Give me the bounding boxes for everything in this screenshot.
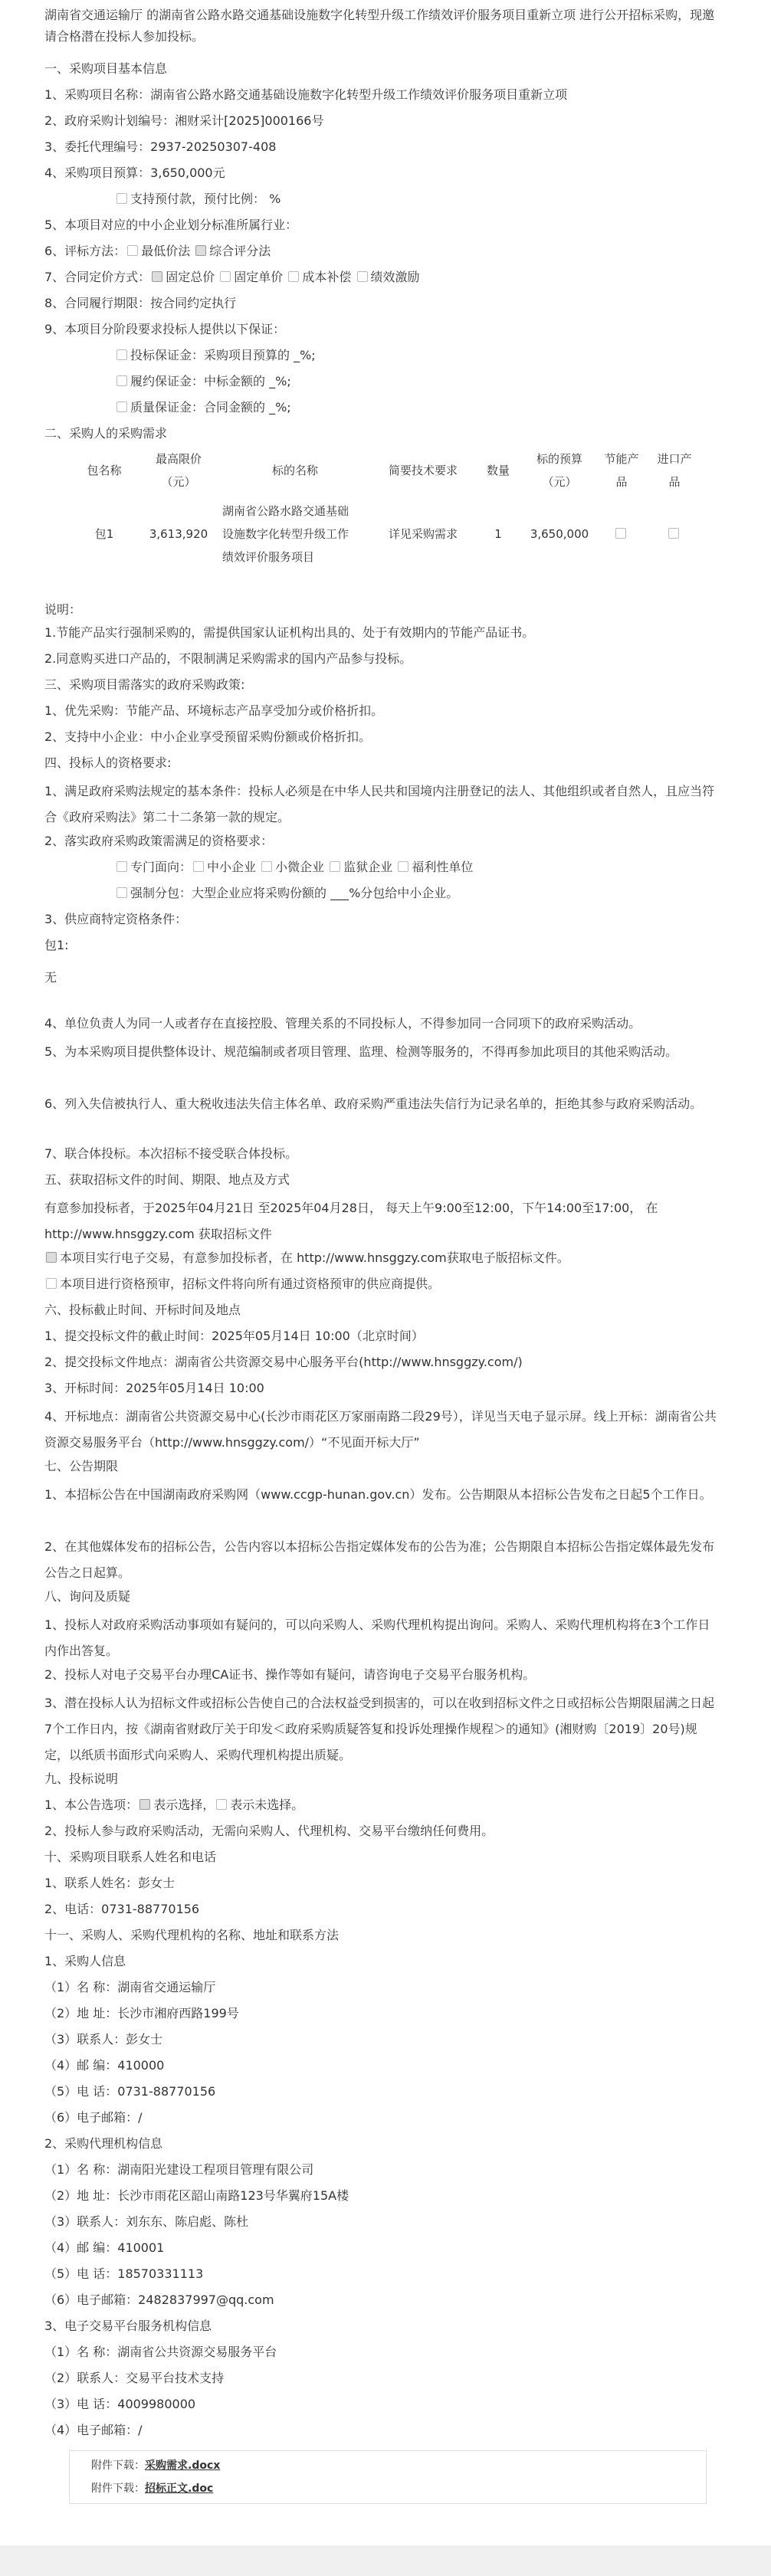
- purchaser-postcode: （4）邮 编：410000: [44, 2058, 165, 2073]
- checkbox-icon: [261, 861, 272, 872]
- checkbox-icon: [288, 271, 299, 282]
- col-max-price: 最高限价 （元）: [155, 452, 202, 489]
- attachment-link-tender[interactable]: 招标正文.doc: [145, 2483, 214, 2495]
- deadline: 1、提交投标文件的截止时间：2025年05月14日 10:00（北京时间）: [44, 1329, 424, 1343]
- attachment-row: 附件下载：招标正文.doc: [91, 2483, 214, 2495]
- section-1-heading: 一、采购项目基本信息: [44, 61, 168, 76]
- section-6-heading: 六、投标截止时间、开标时间及地点: [44, 1303, 241, 1317]
- agency-phone: （5）电 话：18570331113: [44, 2266, 204, 2281]
- notice-period-2: 2、在其他媒体发布的招标公告，公告内容以本招标公告指定媒体发布的公告为准；公告期限自本招标公告指定媒体最先发布公告之日起算。: [44, 1539, 715, 1580]
- checkbox-checked-icon: [152, 271, 162, 282]
- platform-contact: （2）联系人：交易平台技术支持: [44, 2371, 225, 2385]
- platform-phone: （3）电 话：4009980000: [44, 2397, 196, 2411]
- checkbox-icon: [668, 528, 679, 539]
- footer-bar: [0, 2545, 771, 2576]
- plan-number: 2、政府采购计划编号：湘财采计[2025]000166号: [44, 113, 324, 128]
- checkbox-icon: [116, 193, 127, 204]
- guarantee-heading: 9、本项目分阶段要求投标人提供以下保证：: [44, 322, 286, 336]
- project-name: 1、采购项目名称：湖南省公路水路交通基础设施数字化转型升级工作绩效评价服务项目重新立项: [44, 87, 568, 102]
- prequalification: 本项目进行资格预审，招标文件将向所有通过资格预审的供应商提供。: [44, 1273, 719, 1295]
- policy-2: 2、支持中小企业：中小企业享受预留采购份额或价格折扣。: [44, 729, 372, 744]
- qualification-4: 4、单位负责人为同一人或者存在直接控股、管理关系的不同投标人，不得参加同一合同项下的政府采购活动。: [44, 1016, 641, 1031]
- note-1: 1.节能产品实行强制采购的，需提供国家认证机构出具的、处于有效期内的节能产品证书。: [44, 625, 535, 640]
- note-heading: 说明：: [44, 602, 82, 617]
- package-requirement: 无: [44, 970, 57, 985]
- purchaser-phone: （5）电 话：0731-88770156: [44, 2084, 216, 2099]
- attachment-link-requirements[interactable]: 采购需求.docx: [145, 2460, 221, 2472]
- checkbox-icon: [116, 375, 127, 386]
- contact-phone: 2、电话：0731-88770156: [44, 1902, 200, 1916]
- attachments-box: [69, 2450, 707, 2504]
- agency-name: （1）名 称：湖南阳光建设工程项目管理有限公司: [44, 2162, 314, 2177]
- purchaser-address: （2）地 址：长沙市湘府西路199号: [44, 2006, 239, 2020]
- attachment-row: 附件下载：采购需求.docx: [91, 2460, 221, 2472]
- col-package: 包名称: [87, 464, 122, 477]
- qualification-6: 6、列入失信被执行人、重大税收违法失信主体名单、政府采购严重违法失信行为记录名单的，拒绝其参与政府采购活动。: [44, 1096, 703, 1111]
- checkbox-icon: [193, 861, 204, 872]
- checkbox-icon: [220, 271, 231, 282]
- inquiry-3: 3、潜在投标人认为招标文件或招标公告使自己的合法权益受到损害的，可以在收到招标文件之日或招标公告期限届满之日起7个工作日内，按《湖南省财政厅关于印发＜政府采购质疑答复和投诉处理操作规程＞的通知》(湘财购〔2019〕20号)规定，以纸质书面形式向采购人、采购代理机构提出质疑。: [44, 1696, 715, 1762]
- qualification-7: 7、联合体投标。本次招标不接受联合体投标。: [44, 1146, 298, 1161]
- cell-subject: 湖南省公路水路交通基础 设施数字化转型升级工作 绩效评价服务项目: [222, 504, 349, 564]
- cell-imported: [647, 497, 702, 572]
- cell-quantity: 1: [494, 527, 502, 541]
- option-legend: 1、本公告选项： 表示选择， 表示未选择。: [44, 1798, 304, 1812]
- agency-heading: 2、采购代理机构信息: [44, 2136, 163, 2151]
- table-header-row: [69, 444, 702, 497]
- cell-package: 包1: [94, 527, 114, 541]
- qualification-1: 1、满足政府采购法规定的基本条件：投标人必须是在中华人民共和国境内注册登记的法人、其他组织或者自然人，且应当符合《政府采购法》第二十二条第一款的规定。: [44, 784, 715, 824]
- agency-number: 3、委托代理编号：2937-20250307-408: [44, 139, 277, 154]
- checkbox-icon: [116, 887, 127, 898]
- quality-bond: 质量保证金：合同金额的 _%;: [115, 397, 771, 418]
- checkbox-checked-icon: [195, 245, 206, 256]
- procurement-table: [69, 444, 702, 572]
- checkbox-icon: [216, 1799, 227, 1810]
- cell-requirements: 详见采购需求: [388, 527, 458, 541]
- purchaser-email: （6）电子邮箱：/: [44, 2110, 143, 2125]
- checkbox-icon: [116, 401, 127, 412]
- platform-email: （4）电子邮箱：/: [44, 2423, 143, 2437]
- checkbox-icon: [46, 1278, 57, 1289]
- checkbox-icon: [330, 861, 340, 872]
- section-3-heading: 三、采购项目需落实的政府采购政策:: [44, 677, 245, 692]
- notice-period-1: 1、本招标公告在中国湖南政府采购网（www.ccgp-hunan.gov.cn）发布。公告期限从本招标公告发布之日起5个工作日。: [44, 1487, 712, 1502]
- project-budget: 4、采购项目预算：3,650,000元: [44, 166, 225, 180]
- col-subject: 标的名称: [271, 464, 318, 477]
- checkbox-icon: [116, 349, 127, 360]
- col-requirements: 简要技术要求: [388, 464, 458, 477]
- mandatory-subcontract: 强制分包：大型企业应将采购份额的 ___%分包给中小企业。: [115, 883, 771, 904]
- contact-name: 1、联系人姓名：彭女士: [44, 1876, 176, 1890]
- col-energy-saving: 节能产 品: [604, 452, 639, 489]
- policy-1: 1、优先采购：节能产品、环境标志产品享受加分或价格折扣。: [44, 703, 384, 718]
- section-11-heading: 十一、采购人、采购代理机构的名称、地址和联系方法: [44, 1928, 340, 1942]
- section-10-heading: 十、采购项目联系人姓名和电话: [44, 1850, 217, 1864]
- contract-pricing: 7、合同定价方式： 固定总价 固定单价 成本补偿 绩效激励: [44, 270, 420, 284]
- purchaser-contact: （3）联系人：彭女士: [44, 2032, 163, 2047]
- opening-time: 3、开标时间：2025年05月14日 10:00: [44, 1381, 264, 1395]
- cell-max-price: 3,613,920: [149, 527, 208, 541]
- section-5-heading: 五、获取招标文件的时间、期限、地点及方式: [44, 1172, 290, 1187]
- checkbox-checked-icon: [139, 1799, 150, 1810]
- platform-heading: 3、电子交易平台服务机构信息: [44, 2319, 212, 2333]
- agency-postcode: （4）邮 编：410001: [44, 2240, 165, 2255]
- intro-text: 湖南省交通运输厅 的湖南省公路水路交通基础设施数字化转型升级工作绩效评价服务项目重新立项 进行公开招标采购，现邀请合格潜在投标人参加投标。: [44, 8, 715, 44]
- package-label: 包1:: [44, 938, 69, 952]
- no-fees: 2、投标人参与政府采购活动，无需向采购人、代理机构、交易平台缴纳任何费用。: [44, 1824, 494, 1838]
- qualification-2: 2、落实政府采购政策需满足的资格要求：: [44, 834, 274, 848]
- col-imported: 进口产 品: [657, 452, 692, 489]
- col-quantity: 数量: [486, 464, 510, 477]
- checkbox-icon: [357, 271, 368, 282]
- checkbox-icon: [398, 861, 408, 872]
- prepayment-option: 支持预付款，预付比例： %: [115, 188, 771, 210]
- performance-bond: 履约保证金：中标金额的 _%;: [115, 371, 771, 392]
- obtain-time: 有意参加投标者，于2025年04月21日 至2025年04月28日， 每天上午9:00至12:00，下午14:00至17:00， 在 http://www.hnsggzy.com 获取招标文件: [44, 1201, 658, 1241]
- agency-address: （2）地 址：长沙市雨花区韶山南路123号华翼府15A楼: [44, 2188, 349, 2203]
- electronic-trading: 本项目实行电子交易，有意参加投标者，在 http://www.hnsggzy.com获取电子版招标文件。: [44, 1247, 719, 1269]
- purchaser-heading: 1、采购人信息: [44, 1954, 126, 1968]
- table-row: [69, 497, 702, 572]
- col-budget: 标的预算 （元）: [536, 452, 582, 489]
- section-7-heading: 七、公告期限: [44, 1459, 119, 1473]
- opening-location: 4、开标地点：湖南省公共资源交易中心(长沙市雨花区万家丽南路二段29号），详见当天电子显示屏。线上开标：湖南省公共资源交易服务平台（http://www.hnsggzy.com/）“不见面开标大厅”: [44, 1409, 717, 1450]
- contract-term: 8、合同履行期限：按合同约定执行: [44, 296, 237, 310]
- dedicated-to: 专门面向： 中小企业 小微企业 监狱企业 福利性单位: [115, 857, 771, 878]
- note-2: 2.同意购买进口产品的，不限制满足采购需求的国内产品参与投标。: [44, 651, 412, 666]
- agency-email: （6）电子邮箱：2482837997@qq.com: [44, 2293, 274, 2307]
- section-9-heading: 九、投标说明: [44, 1771, 119, 1786]
- cell-energy-saving: [596, 497, 647, 572]
- evaluation-method: 6、评标方法： 最低价法 综合评分法: [44, 244, 271, 258]
- checkbox-icon: [615, 528, 626, 539]
- purchaser-name: （1）名 称：湖南省交通运输厅: [44, 1980, 216, 1994]
- section-8-heading: 八、询问及质疑: [44, 1589, 131, 1604]
- section-4-heading: 四、投标人的资格要求:: [44, 755, 172, 770]
- inquiry-1: 1、投标人对政府采购活动事项如有疑问的，可以向采购人、采购代理机构提出询问。采购人、采购代理机构将在3个工作日内作出答复。: [44, 1617, 710, 1658]
- sme-industry: 5、本项目对应的中小企业划分标准所属行业：: [44, 218, 298, 232]
- platform-name: （1）名 称：湖南省公共资源交易服务平台: [44, 2345, 277, 2359]
- inquiry-2: 2、投标人对电子交易平台办理CA证书、操作等如有疑问，请咨询电子交易平台服务机构。: [44, 1667, 536, 1682]
- checkbox-checked-icon: [46, 1252, 57, 1263]
- qualification-5: 5、为本采购项目提供整体设计、规范编制或者项目管理、监理、检测等服务的，不得再参加此项目的其他采购活动。: [44, 1044, 678, 1059]
- agency-contact: （3）联系人：刘东东、陈启彪、陈杜: [44, 2214, 249, 2229]
- checkbox-icon: [127, 245, 138, 256]
- bid-bond: 投标保证金：采购项目预算的 _%;: [115, 345, 771, 366]
- cell-budget: 3,650,000: [530, 527, 589, 541]
- section-2-heading: 二、采购人的采购需求: [44, 426, 168, 441]
- submit-location: 2、提交投标文件地点：湖南省公共资源交易中心服务平台(http://www.hnsggzy.com/): [44, 1355, 523, 1369]
- checkbox-icon: [116, 861, 127, 872]
- qualification-3: 3、供应商特定资格条件：: [44, 912, 188, 926]
